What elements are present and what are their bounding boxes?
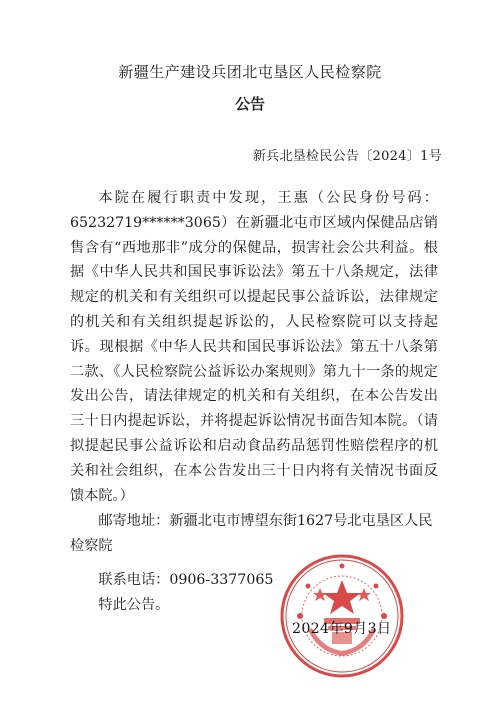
contact-phone: 联系电话：0906-3377065 [98,572,274,588]
announcement-body: 本院在履行职责中发现，王惠（公民身份号码：65232719******3065）在新疆北屯市区域内保健品店销售含有“西地那非”成分的保健品，损害社会公共利益。根据《中华人民共和国民事诉讼法》第五十八条规定，法律规定的机关和有关组织可以提起民事公益诉讼，法律规定的机关和有关组织提起诉讼的，人民检察院可以支持起诉。现根据《中华人民共和国民事诉讼法》第五十八条第二款、《人民检察院公益诉讼办案规则》第九十一条的规定发出公告，请法律规定的机关和有关组织，在本公告发出三十日内提起诉讼，并将提起诉讼情况书面告知本院。（请拟提起民事公益诉讼和启动食品药品惩罚性赔偿程序的机关和社会组织，在本公告发出三十日内将有关情况书面反馈本院。） [70,190,438,504]
document-title: 公告 [234,95,265,113]
closing-statement: 特此公告。 [98,597,170,613]
document-number: 新兵北垦检民公告〔2024〕1号 [252,149,442,164]
official-seal-icon [278,552,406,680]
issue-date: 2024年9月3日 [292,621,392,637]
issuer-name: 新疆生产建设兵团北屯垦区人民检察院 [118,63,382,81]
mailing-address: 邮寄地址：新疆北屯市博望东街1627号北屯垦区人民检察院 [70,513,433,554]
